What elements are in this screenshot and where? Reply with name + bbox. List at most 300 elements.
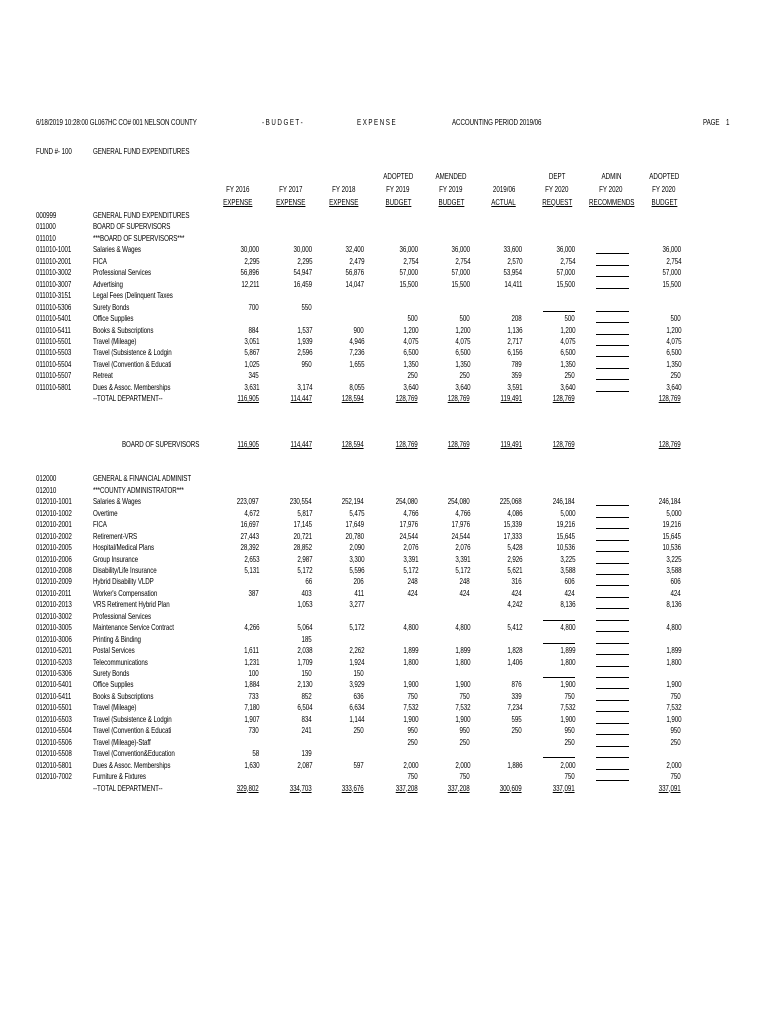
- amount-cell: 2,479: [348, 255, 364, 266]
- amount-cell: 1,800: [402, 656, 418, 667]
- amount-cell: 339: [511, 690, 522, 701]
- amount-cell: 834: [301, 713, 312, 724]
- account-description: Hybrid Disability VLDP: [93, 576, 154, 587]
- total-amount: 128,594: [342, 439, 364, 449]
- admin-recommends-blank: [596, 540, 629, 541]
- column-header-text: ADOPTED: [383, 171, 413, 181]
- amount-cell: 5,172: [454, 564, 470, 575]
- amount-cell: 150: [301, 668, 312, 678]
- amount-cell: 2,987: [296, 553, 312, 564]
- admin-recommends-blank: [596, 356, 629, 357]
- amount-cell: 730: [248, 725, 259, 736]
- account-description: Office Supplies: [93, 679, 134, 690]
- amount-cell: 58: [252, 748, 259, 759]
- amount-cell: 884: [248, 324, 259, 335]
- column-header-text: FY 2020: [599, 184, 623, 194]
- budget-label: - B U D G E T -: [262, 117, 303, 127]
- dept-request-blank: [543, 311, 575, 312]
- account-description: Travel (Convention & Educati: [93, 358, 172, 369]
- amount-cell: 387: [248, 587, 259, 598]
- amount-cell: 17,145: [293, 519, 312, 530]
- column-header-8-l3: [581, 197, 641, 207]
- amount-cell: 2,295: [296, 255, 312, 266]
- amount-cell: 3,640: [665, 381, 681, 392]
- amount-cell: 1,350: [665, 358, 681, 369]
- amount-cell: 15,500: [556, 278, 575, 289]
- amount-cell: 500: [407, 313, 418, 324]
- amount-cell: 1,406: [506, 656, 522, 667]
- amount-cell: 1,884: [243, 679, 259, 690]
- admin-recommends-blank: [596, 253, 629, 254]
- column-header-5-l2: [421, 184, 481, 194]
- column-header-5-l1: [421, 171, 481, 181]
- amount-cell: 4,075: [402, 335, 418, 346]
- column-header-6-l1: [474, 171, 534, 181]
- amount-cell: 30,000: [293, 244, 312, 255]
- amount-cell: 900: [353, 324, 364, 335]
- admin-recommends-blank: [596, 746, 629, 747]
- amount-cell: 27,443: [240, 530, 259, 541]
- amount-cell: 733: [248, 690, 259, 701]
- total-label: --TOTAL DEPARTMENT--: [93, 782, 163, 793]
- amount-cell: 2,754: [559, 255, 575, 266]
- amount-cell: 53,954: [503, 267, 522, 278]
- amount-cell: 3,225: [665, 553, 681, 564]
- account-code: 012010-2005: [36, 542, 72, 553]
- amount-cell: 1,900: [402, 713, 418, 724]
- amount-cell: 15,500: [451, 278, 470, 289]
- page-label: PAGE: [703, 117, 720, 127]
- account-description: Travel (Mileage): [93, 335, 137, 346]
- admin-recommends-blank: [596, 563, 629, 564]
- account-description: Travel (Subsistence & Lodgin: [93, 713, 172, 724]
- account-code: 012010-2013: [36, 599, 72, 610]
- amount-cell: 36,000: [662, 244, 681, 255]
- account-code: 012010-3002: [36, 610, 72, 621]
- column-header-4-l3: [368, 197, 428, 207]
- amount-cell: 1,899: [559, 645, 575, 656]
- amount-cell: 252,194: [342, 496, 364, 507]
- amount-cell: 206: [353, 576, 364, 587]
- column-header-1-l2: [208, 184, 268, 194]
- amount-cell: 2,000: [454, 759, 470, 770]
- account-code: 011010-5411: [36, 324, 71, 335]
- admin-recommends-blank: [596, 585, 629, 586]
- amount-cell: 2,000: [559, 759, 575, 770]
- amount-cell: 424: [670, 587, 681, 598]
- column-header-text: BUDGET: [651, 197, 677, 207]
- total-amount: 114,447: [290, 439, 312, 449]
- account-code: 012010-5503: [36, 713, 72, 724]
- amount-cell: 2,596: [296, 347, 312, 358]
- amount-cell: 4,266: [243, 622, 259, 633]
- account-description: Dues & Assoc. Memberships: [93, 381, 171, 392]
- amount-cell: 2,130: [296, 679, 312, 690]
- amount-cell: 36,000: [399, 244, 418, 255]
- amount-cell: 1,800: [559, 656, 575, 667]
- account-description: Postal Services: [93, 645, 135, 656]
- amount-cell: 4,672: [243, 507, 259, 518]
- account-code: 012010-5411: [36, 690, 72, 701]
- admin-recommends-blank: [596, 711, 629, 712]
- amount-cell: 250: [407, 736, 418, 747]
- amount-cell: 7,180: [243, 702, 259, 713]
- amount-cell: 3,174: [296, 381, 312, 392]
- account-description: Retirement-VRS: [93, 530, 138, 541]
- account-code: 011010-5501: [36, 335, 72, 346]
- column-header-8-l2: [581, 184, 641, 194]
- amount-cell: 1,900: [454, 713, 470, 724]
- column-header-2-l3: [261, 197, 321, 207]
- amount-cell: 16,697: [240, 519, 259, 530]
- amount-cell: 4,242: [506, 599, 522, 610]
- amount-cell: 636: [353, 690, 364, 701]
- account-code: 012010-5306: [36, 668, 72, 678]
- column-header-text: BUDGET: [385, 197, 411, 207]
- column-header-4-l2: [368, 184, 428, 194]
- amount-cell: 14,411: [503, 278, 522, 289]
- account-code: 012000: [36, 473, 57, 484]
- amount-cell: 500: [459, 313, 470, 324]
- amount-cell: 56,896: [240, 267, 259, 278]
- amount-cell: 1,053: [296, 599, 312, 610]
- amount-cell: 5,428: [506, 542, 522, 553]
- account-description: Surety Bonds: [93, 301, 130, 312]
- amount-cell: 14,047: [345, 278, 364, 289]
- amount-cell: 208: [511, 313, 522, 324]
- account-code: 011010-5801: [36, 381, 72, 392]
- column-header-3-l2: [314, 184, 374, 194]
- account-code: 012010-5501: [36, 702, 72, 713]
- amount-cell: 550: [301, 301, 312, 312]
- account-description: Travel (Mileage)-Staff: [93, 736, 151, 747]
- amount-cell: 3,391: [454, 553, 470, 564]
- amount-cell: 15,500: [399, 278, 418, 289]
- column-header-text: FY 2016: [226, 184, 250, 194]
- amount-cell: 424: [459, 587, 470, 598]
- column-header-text: REQUEST: [542, 197, 572, 207]
- account-code: 000999: [36, 210, 57, 220]
- amount-cell: 1,136: [506, 324, 522, 335]
- amount-cell: 1,025: [243, 358, 259, 369]
- amount-cell: 950: [459, 725, 470, 736]
- total-amount: 119,491: [500, 439, 522, 449]
- column-header-5-l3: [421, 197, 481, 207]
- column-header-text: EXPENSE: [329, 197, 359, 207]
- total-amount: 128,769: [396, 393, 418, 404]
- amount-cell: 6,500: [559, 347, 575, 358]
- amount-cell: 248: [407, 576, 418, 587]
- amount-cell: 1,231: [243, 656, 259, 667]
- amount-cell: 19,216: [662, 519, 681, 530]
- amount-cell: 54,947: [293, 267, 312, 278]
- account-description: Salaries & Wages: [93, 496, 141, 507]
- dept-request-blank: [543, 757, 575, 758]
- admin-recommends-blank: [596, 643, 629, 644]
- amount-cell: 424: [407, 587, 418, 598]
- total-amount: 329,802: [237, 782, 259, 793]
- column-header-text: ACTUAL: [491, 197, 517, 207]
- admin-recommends-blank: [596, 666, 629, 667]
- amount-cell: 2,000: [665, 759, 681, 770]
- amount-cell: 30,000: [240, 244, 259, 255]
- amount-cell: 56,876: [345, 267, 364, 278]
- amount-cell: 4,075: [665, 335, 681, 346]
- amount-cell: 750: [407, 771, 418, 782]
- dept-request-blank: [543, 677, 575, 678]
- column-header-4-l1: [368, 171, 428, 181]
- page-number: 1: [726, 117, 730, 127]
- run-info: 6/18/2019 10:28:00 GL067HC CO# 001 NELSON COUNTY: [36, 117, 197, 127]
- amount-cell: 16,459: [293, 278, 312, 289]
- account-description: FICA: [93, 255, 107, 266]
- amount-cell: 15,500: [662, 278, 681, 289]
- amount-cell: 359: [511, 370, 522, 381]
- account-code: 011010-3002: [36, 267, 72, 278]
- amount-cell: 750: [564, 690, 575, 701]
- amount-cell: 5,817: [296, 507, 312, 518]
- amount-cell: 4,800: [454, 622, 470, 633]
- amount-cell: 4,800: [559, 622, 575, 633]
- amount-cell: 17,976: [399, 519, 418, 530]
- admin-recommends-blank: [596, 780, 629, 781]
- admin-recommends-blank: [596, 723, 629, 724]
- amount-cell: 33,600: [503, 244, 522, 255]
- amount-cell: 4,766: [402, 507, 418, 518]
- amount-cell: 20,721: [293, 530, 312, 541]
- account-code: 012010-5504: [36, 725, 72, 736]
- total-amount: 128,769: [396, 439, 418, 449]
- column-header-7-l1: [527, 171, 587, 181]
- column-header-text: FY 2017: [279, 184, 303, 194]
- account-code: 011010-5504: [36, 358, 72, 369]
- account-description: VRS Retirement Hybrid Plan: [93, 599, 170, 610]
- amount-cell: 1,900: [454, 679, 470, 690]
- column-header-2-l1: [261, 171, 321, 181]
- amount-cell: 150: [353, 668, 364, 678]
- admin-recommends-blank: [596, 700, 629, 701]
- amount-cell: 500: [670, 313, 681, 324]
- amount-cell: 411: [354, 587, 364, 598]
- account-description: Advertising: [93, 278, 123, 289]
- amount-cell: 876: [511, 679, 522, 690]
- amount-cell: 24,544: [451, 530, 470, 541]
- amount-cell: 66: [305, 576, 312, 587]
- amount-cell: 950: [670, 725, 681, 736]
- amount-cell: 4,946: [348, 335, 364, 346]
- amount-cell: 3,300: [348, 553, 364, 564]
- total-amount: 128,769: [448, 439, 470, 449]
- amount-cell: 15,645: [556, 530, 575, 541]
- account-code: 012010-5401: [36, 679, 72, 690]
- amount-cell: 1,200: [402, 324, 418, 335]
- admin-recommends-blank: [596, 288, 629, 289]
- amount-cell: 597: [353, 759, 364, 770]
- amount-cell: 223,097: [237, 496, 259, 507]
- amount-cell: 8,055: [348, 381, 364, 392]
- admin-recommends-blank: [596, 574, 629, 575]
- amount-cell: 950: [564, 725, 575, 736]
- amount-cell: 5,475: [348, 507, 364, 518]
- amount-cell: 250: [353, 725, 364, 736]
- column-header-text: 2019/06: [492, 184, 516, 194]
- account-description: Worker's Compensation: [93, 587, 158, 598]
- column-header-8-l1: [581, 171, 641, 181]
- total-amount: 116,905: [237, 393, 259, 404]
- account-code: 012010-3005: [36, 622, 72, 633]
- column-header-9-l2: [634, 184, 694, 194]
- amount-cell: 5,172: [402, 564, 418, 575]
- amount-cell: 2,076: [454, 542, 470, 553]
- account-code: 011010-5507: [36, 370, 72, 381]
- account-description: BOARD OF SUPERVISORS: [93, 221, 171, 232]
- amount-cell: 17,333: [503, 530, 522, 541]
- admin-recommends-blank: [596, 769, 629, 770]
- amount-cell: 32,400: [345, 244, 364, 255]
- column-header-3-l1: [314, 171, 374, 181]
- amount-cell: 1,630: [243, 759, 259, 770]
- amount-cell: 10,536: [556, 542, 575, 553]
- amount-cell: 1,899: [402, 645, 418, 656]
- amount-cell: 500: [564, 313, 575, 324]
- account-description: Professional Services: [93, 267, 152, 278]
- account-description: Travel (Convention&Education: [93, 748, 175, 759]
- amount-cell: 1,900: [665, 679, 681, 690]
- amount-cell: 4,800: [402, 622, 418, 633]
- amount-cell: 1,900: [559, 713, 575, 724]
- column-header-9-l1: [634, 171, 694, 181]
- account-description: Telecommunications: [93, 656, 148, 667]
- amount-cell: 1,828: [506, 645, 522, 656]
- amount-cell: 1,350: [559, 358, 575, 369]
- column-header-7-l2: [527, 184, 587, 194]
- account-code: 012010-2008: [36, 564, 72, 575]
- fund-number: FUND #- 100: [36, 146, 72, 156]
- amount-cell: 3,640: [402, 381, 418, 392]
- amount-cell: 24,544: [399, 530, 418, 541]
- amount-cell: 250: [670, 370, 681, 381]
- amount-cell: 2,754: [665, 255, 681, 266]
- admin-recommends-blank: [596, 654, 629, 655]
- amount-cell: 1,709: [296, 656, 312, 667]
- column-header-text: FY 2019: [386, 184, 410, 194]
- amount-cell: 3,588: [665, 564, 681, 575]
- admin-recommends-blank: [596, 265, 629, 266]
- column-header-text: ADOPTED: [649, 171, 679, 181]
- total-amount: 337,091: [553, 782, 575, 793]
- admin-recommends-blank: [596, 677, 629, 678]
- account-description: Printing & Binding: [93, 633, 141, 644]
- amount-cell: 2,926: [506, 553, 522, 564]
- amount-cell: 1,611: [244, 645, 259, 656]
- admin-recommends-blank: [596, 734, 629, 735]
- column-header-text: FY 2018: [332, 184, 356, 194]
- amount-cell: 3,051: [243, 335, 259, 346]
- admin-recommends-blank: [596, 368, 629, 369]
- amount-cell: 1,900: [559, 679, 575, 690]
- account-code: 011010-5503: [36, 347, 72, 358]
- amount-cell: 750: [564, 771, 575, 782]
- account-code: 012010-1001: [36, 496, 72, 507]
- amount-cell: 5,000: [559, 507, 575, 518]
- column-header-1-l1: [208, 171, 268, 181]
- amount-cell: 2,754: [402, 255, 418, 266]
- amount-cell: 1,200: [454, 324, 470, 335]
- admin-recommends-blank: [596, 322, 629, 323]
- admin-recommends-blank: [596, 757, 629, 758]
- column-header-text: DEPT: [548, 171, 566, 181]
- amount-cell: 1,200: [665, 324, 681, 335]
- account-description: Travel (Subsistence & Lodgin: [93, 347, 172, 358]
- account-code: 012010-2009: [36, 576, 72, 587]
- amount-cell: 950: [407, 725, 418, 736]
- column-header-text: EXPENSE: [223, 197, 253, 207]
- account-code: 012010-2001: [36, 519, 72, 530]
- admin-recommends-blank: [596, 620, 629, 621]
- amount-cell: 6,500: [454, 347, 470, 358]
- column-header-6-l2: [474, 184, 534, 194]
- amount-cell: 950: [301, 358, 312, 369]
- account-description: Furniture & Fixtures: [93, 771, 146, 782]
- amount-cell: 750: [459, 771, 470, 782]
- amount-cell: 254,080: [448, 496, 470, 507]
- account-description: Overtime: [93, 507, 118, 518]
- account-code: 011010-5306: [36, 301, 72, 312]
- account-description: Dues & Assoc. Memberships: [93, 759, 171, 770]
- amount-cell: 1,144: [348, 713, 364, 724]
- total-amount: 334,703: [290, 782, 312, 793]
- amount-cell: 6,634: [348, 702, 364, 713]
- account-description: Legal Fees (Delinquent Taxes: [93, 290, 173, 301]
- amount-cell: 1,907: [243, 713, 259, 724]
- account-description: ***COUNTY ADMINISTRATOR***: [93, 484, 184, 495]
- amount-cell: 57,000: [556, 267, 575, 278]
- account-code: 011010-3151: [36, 290, 72, 301]
- amount-cell: 4,075: [559, 335, 575, 346]
- amount-cell: 1,537: [296, 324, 312, 335]
- account-code: 011010-5401: [36, 313, 72, 324]
- column-header-2-l2: [261, 184, 321, 194]
- column-header-text: BUDGET: [438, 197, 464, 207]
- amount-cell: 1,939: [296, 335, 312, 346]
- admin-recommends-blank: [596, 505, 629, 506]
- amount-cell: 2,295: [243, 255, 259, 266]
- account-description: Travel (Mileage): [93, 702, 137, 713]
- amount-cell: 4,075: [454, 335, 470, 346]
- amount-cell: 230,554: [290, 496, 312, 507]
- amount-cell: 3,277: [348, 599, 364, 610]
- amount-cell: 424: [511, 587, 522, 598]
- amount-cell: 28,392: [240, 542, 259, 553]
- account-description: Group Insurance: [93, 553, 139, 564]
- amount-cell: 424: [564, 587, 575, 598]
- amount-cell: 750: [459, 690, 470, 701]
- account-code: 012010-7002: [36, 771, 72, 782]
- account-description: Books & Subscriptions: [93, 690, 154, 701]
- admin-recommends-blank: [596, 334, 629, 335]
- amount-cell: 1,900: [665, 713, 681, 724]
- amount-cell: 250: [564, 736, 575, 747]
- amount-cell: 8,136: [559, 599, 575, 610]
- admin-recommends-blank: [596, 528, 629, 529]
- amount-cell: 17,649: [345, 519, 364, 530]
- amount-cell: 5,596: [348, 564, 364, 575]
- admin-recommends-blank: [596, 379, 629, 380]
- total-amount: 128,594: [342, 393, 364, 404]
- amount-cell: 5,621: [506, 564, 522, 575]
- admin-recommends-blank: [596, 391, 629, 392]
- amount-cell: 7,532: [559, 702, 575, 713]
